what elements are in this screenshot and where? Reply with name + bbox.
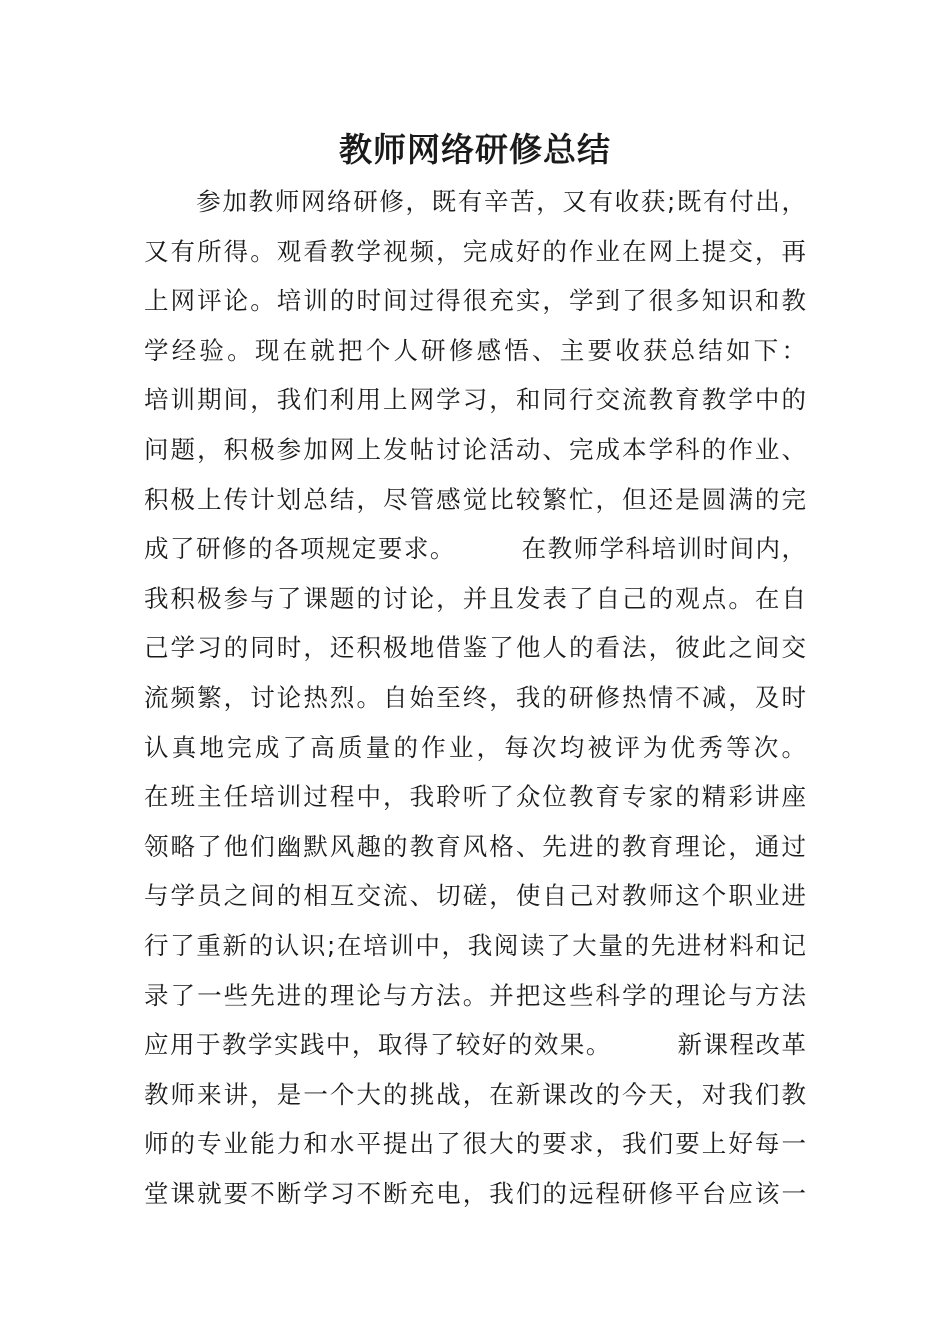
- body-line: 培训期间，我们利用上网学习，和同行交流教育教学中的: [144, 385, 806, 415]
- body-line: 教师来讲，是一个大的挑战，在新课改的今天，对我们教: [144, 1079, 806, 1109]
- body-line: 又有所得。观看教学视频，完成好的作业在网上提交，再: [144, 236, 806, 266]
- body-line: 问题，积极参加网上发帖讨论活动、完成本学科的作业、: [144, 434, 806, 464]
- body-line: 认真地完成了高质量的作业，每次均被评为优秀等次。: [144, 732, 806, 762]
- body-line: 参加教师网络研修，既有辛苦，又有收获;既有付出，: [144, 187, 806, 216]
- document-body: [144, 177, 806, 1218]
- body-line: 上网评论。培训的时间过得很充实，学到了很多知识和教: [144, 286, 806, 316]
- body-line: 领略了他们幽默风趣的教育风格、先进的教育理论，通过: [144, 831, 806, 861]
- document-title: 教师网络研修总结: [339, 130, 611, 169]
- body-line: 成了研修的各项规定要求。 在教师学科培训时间内，: [144, 534, 806, 564]
- body-line: 学经验。现在就把个人研修感悟、主要收获总结如下：: [144, 335, 806, 365]
- body-line: 堂课就要不断学习不断充电，我们的远程研修平台应该一: [144, 1178, 806, 1208]
- body-line: 在班主任培训过程中，我聆听了众位教育专家的精彩讲座: [144, 782, 806, 812]
- body-line: 应用于教学实践中，取得了较好的效果。 新课程改革: [144, 1030, 806, 1060]
- body-line: 与学员之间的相互交流、切磋，使自己对教师这个职业进: [144, 881, 806, 911]
- body-line: 流频繁，讨论热烈。自始至终，我的研修热情不减，及时: [144, 682, 806, 712]
- body-line: 积极上传计划总结，尽管感觉比较繁忙，但还是圆满的完: [144, 484, 806, 514]
- body-line: 师的专业能力和水平提出了很大的要求，我们要上好每一: [144, 1129, 806, 1159]
- body-line: 己学习的同时，还积极地借鉴了他人的看法，彼此之间交: [144, 633, 806, 663]
- body-line: 行了重新的认识;在培训中，我阅读了大量的先进材料和记: [144, 930, 806, 960]
- body-line: 我积极参与了课题的讨论，并且发表了自己的观点。在自: [144, 583, 806, 613]
- body-line: 录了一些先进的理论与方法。并把这些科学的理论与方法: [144, 980, 806, 1010]
